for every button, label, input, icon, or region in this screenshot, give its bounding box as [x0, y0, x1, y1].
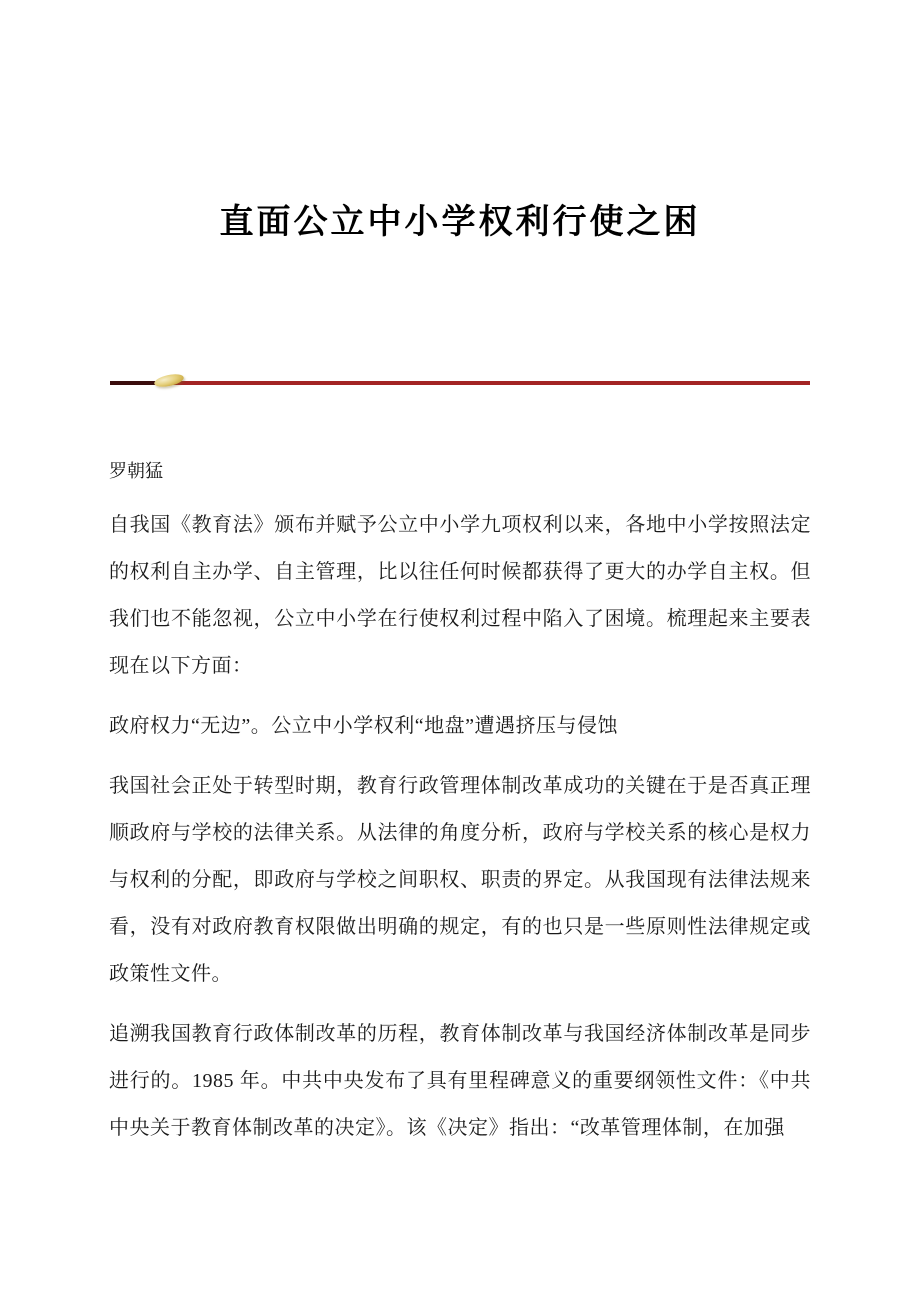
author-name: 罗朝猛: [109, 461, 163, 481]
section-heading: 政府权力“无边”。公立中小学权利“地盘”遭遇挤压与侵蚀: [109, 715, 619, 737]
paragraph-intro: 自我国《教育法》颁布并赋予公立中小学九项权利以来，各地中小学按照法定的权利自主办学、自主管理，比以往任何时候都获得了更大的办学自主权。但我们也不能忽视，公立中小学在行使权利过程中陷入了困境。梳理起来主要表现在以下方面：: [109, 514, 811, 677]
paragraph-reform-history: 追溯我国教育行政体制改革的历程，教育体制改革与我国经济体制改革是同步进行的。1985 年。中共中央发布了具有里程碑意义的重要纲领性文件：《中共中央关于教育体制改革的决定》。该《决定》指出：“改革管理体制，在加强: [109, 1023, 811, 1139]
paragraph-government-school-relation: 我国社会正处于转型时期，教育行政管理体制改革成功的关键在于是否真正理顺政府与学校的法律关系。从法律的角度分析，政府与学校关系的核心是权力与权利的分配，即政府与学校之间职权、职责的界定。从我国现有法律法规来看，没有对政府教育权限做出明确的规定，有的也只是一些原则性法律规定或政策性文件。: [109, 775, 811, 985]
title-divider: [110, 380, 810, 386]
document-body: [109, 386, 811, 1152]
page-title: 直面公立中小学权利行使之困: [219, 204, 701, 241]
divider-red-segment: [168, 381, 810, 385]
